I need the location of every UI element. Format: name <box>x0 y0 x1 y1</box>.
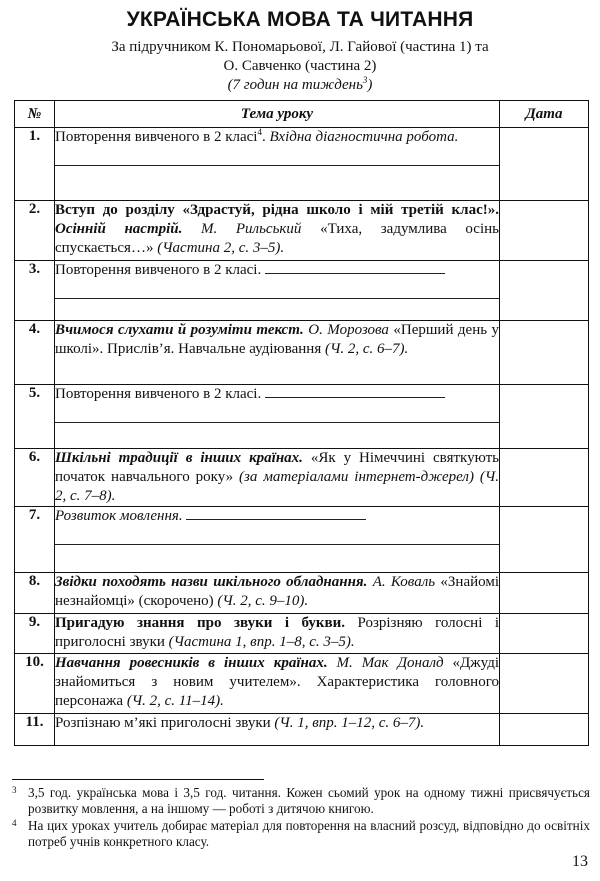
textbook-authors-cont: О. Савченко (частина 2) <box>223 58 377 74</box>
lesson-topic <box>55 507 500 573</box>
lesson-plan-table <box>14 100 589 746</box>
lesson-topic <box>55 128 500 201</box>
footnote-ref: 4 <box>257 127 262 137</box>
topic-fragment: . <box>261 129 270 145</box>
topic-fragment: Шкільні традиції в інших країнах. <box>55 450 303 466</box>
footnote-text: На цих уроках учитель добирає матеріал для повторення на власний розсуд, відповідно до освітніх потреб учнів конкретного класу. <box>28 818 590 849</box>
topic-text <box>55 321 499 359</box>
date-cell[interactable] <box>500 654 589 714</box>
footnote-mark: 4 <box>12 818 17 828</box>
lesson-number: 7. <box>15 507 55 573</box>
write-in-line <box>55 147 499 166</box>
hours-per-week <box>0 77 600 94</box>
topic-text <box>55 449 499 506</box>
topic-fragment: Вступ до розділу «Здрастуй, рідна школо і мій третій клас!». <box>55 202 499 218</box>
topic-fragment: (Частина 1, впр. 1–8, с. 3–5). <box>168 634 355 650</box>
date-cell[interactable] <box>500 321 589 385</box>
table-row <box>15 321 589 385</box>
write-in-line <box>265 397 445 398</box>
footnote-ref: 3 <box>362 75 368 85</box>
topic-fragment: Розвиток мовлення. <box>55 508 187 524</box>
footnote-3 <box>12 785 590 817</box>
lesson-number: 2. <box>15 201 55 261</box>
lesson-number: 9. <box>15 614 55 654</box>
topic-fragment: Пригадую знання про звуки і букви. <box>55 615 346 631</box>
date-cell[interactable] <box>500 449 589 507</box>
topic-fragment: (Частина 2, с. 3–5). <box>157 240 285 256</box>
lesson-number: 3. <box>15 261 55 321</box>
header-date: Дата <box>500 101 589 128</box>
lesson-number: 11. <box>15 714 55 746</box>
topic-fragment: М. Мак Доналд <box>336 655 444 671</box>
lesson-number: 1. <box>15 128 55 201</box>
date-cell[interactable] <box>500 714 589 746</box>
topic-text <box>55 261 499 280</box>
topic-fragment: Вчимося слухати й розуміти текст. <box>55 322 304 338</box>
hours-text: (7 годин на тиждень <box>227 77 363 93</box>
topic-fragment: «Перший день у школі». Прислів’я. Навчальне аудіювання <box>55 322 500 357</box>
write-in-line <box>186 519 366 520</box>
table-header-row <box>15 101 589 128</box>
topic-text <box>55 573 499 611</box>
write-in-line <box>55 280 499 299</box>
date-cell[interactable] <box>500 261 589 321</box>
lesson-topic <box>55 449 500 507</box>
lesson-topic <box>55 261 500 321</box>
date-cell[interactable] <box>500 507 589 573</box>
hours-close: ) <box>367 77 373 93</box>
lesson-topic <box>55 201 500 261</box>
topic-text <box>55 654 499 711</box>
topic-text <box>55 128 499 147</box>
footnote-divider <box>12 779 264 780</box>
lesson-topic <box>55 385 500 449</box>
topic-fragment: (Ч. 2, с. 6–7). <box>324 341 409 357</box>
lesson-number: 6. <box>15 449 55 507</box>
topic-fragment: М. Рильський <box>201 221 302 237</box>
topic-fragment: А. Коваль <box>372 574 436 590</box>
lesson-topic <box>55 654 500 714</box>
lesson-topic <box>55 714 500 746</box>
write-in-line <box>265 273 445 274</box>
topic-fragment: (Ч. 2, с. 11–14). <box>126 693 224 709</box>
topic-fragment: Розрізняю голосні і приголосні звуки <box>55 615 499 650</box>
topic-fragment: (Ч. 2, с. 9–10). <box>217 593 309 609</box>
table-row <box>15 507 589 573</box>
topic-fragment: Навчання ровесників в інших країнах. <box>55 655 328 671</box>
topic-text <box>55 385 499 404</box>
lesson-topic <box>55 321 500 385</box>
date-cell[interactable] <box>500 201 589 261</box>
topic-fragment: Осінній настрій. <box>55 221 183 237</box>
lesson-number: 10. <box>15 654 55 714</box>
lesson-number: 8. <box>15 573 55 614</box>
topic-fragment: О. Морозова <box>308 322 389 338</box>
write-in-line <box>55 526 499 545</box>
lesson-topic <box>55 614 500 654</box>
topic-text <box>55 714 499 733</box>
topic-fragment: (за матеріалами інтернет-джерел) (Ч. 2, с. 7–8). <box>55 469 499 504</box>
table-row <box>15 714 589 746</box>
date-cell[interactable] <box>500 573 589 614</box>
table-row <box>15 654 589 714</box>
topic-fragment <box>328 655 337 671</box>
topic-fragment: Повторення вивченого в 2 класі <box>55 129 258 145</box>
topic-fragment: Звідки походять назви шкільного обладнання. <box>55 574 368 590</box>
topic-fragment <box>182 221 201 237</box>
page-title: УКРАЇНСЬКА МОВА ТА ЧИТАННЯ <box>126 8 474 31</box>
topic-fragment: (Ч. 1, впр. 1–12, с. 6–7). <box>274 715 425 731</box>
date-cell[interactable] <box>500 385 589 449</box>
table-row <box>15 385 589 449</box>
lesson-number: 5. <box>15 385 55 449</box>
write-in-line <box>55 404 499 423</box>
topic-fragment: «Тиха, задумлива осінь спускається…» <box>55 221 499 256</box>
date-cell[interactable] <box>500 614 589 654</box>
footnote-4 <box>12 818 590 850</box>
topic-fragment: Повторення вивченого в 2 класі. <box>55 386 265 402</box>
header-topic: Тема уроку <box>55 101 500 128</box>
lesson-topic <box>55 573 500 614</box>
topic-fragment: Розпізнаю м’які приголосні звуки <box>55 715 275 731</box>
topic-fragment: «Джуді знайомиться з новим учителем». Характеристика головного персонажа <box>55 655 499 709</box>
table-row <box>15 573 589 614</box>
header-number: № <box>15 101 55 128</box>
footnote-mark: 3 <box>12 785 17 795</box>
table-row <box>15 614 589 654</box>
topic-fragment: Повторення вивченого в 2 класі. <box>55 262 265 278</box>
topic-fragment: «Як у Німеччині святкують початок навчального року» <box>55 450 500 485</box>
topic-text <box>55 614 499 652</box>
topic-text <box>55 507 499 526</box>
textbook-authors: За підручником К. Пономарьової, Л. Гайової (частина 1) та <box>111 39 489 55</box>
table-row <box>15 201 589 261</box>
date-cell[interactable] <box>500 128 589 201</box>
table-row <box>15 128 589 201</box>
lesson-number: 4. <box>15 321 55 385</box>
table-row <box>15 449 589 507</box>
table-row <box>15 261 589 321</box>
topic-text <box>55 201 499 258</box>
page-number: 13 <box>572 853 588 870</box>
footnote-text: 3,5 год. українська мова і 3,5 год. читання. Кожен сьомий урок на одному тижні присвячується розвитку мовлення, а на іншому — роботі з дитячою книгою. <box>28 785 590 816</box>
topic-fragment: Вхідна діагностична робота. <box>269 129 459 145</box>
topic-fragment: «Знайомі незнайомці» (скорочено) <box>55 574 500 609</box>
